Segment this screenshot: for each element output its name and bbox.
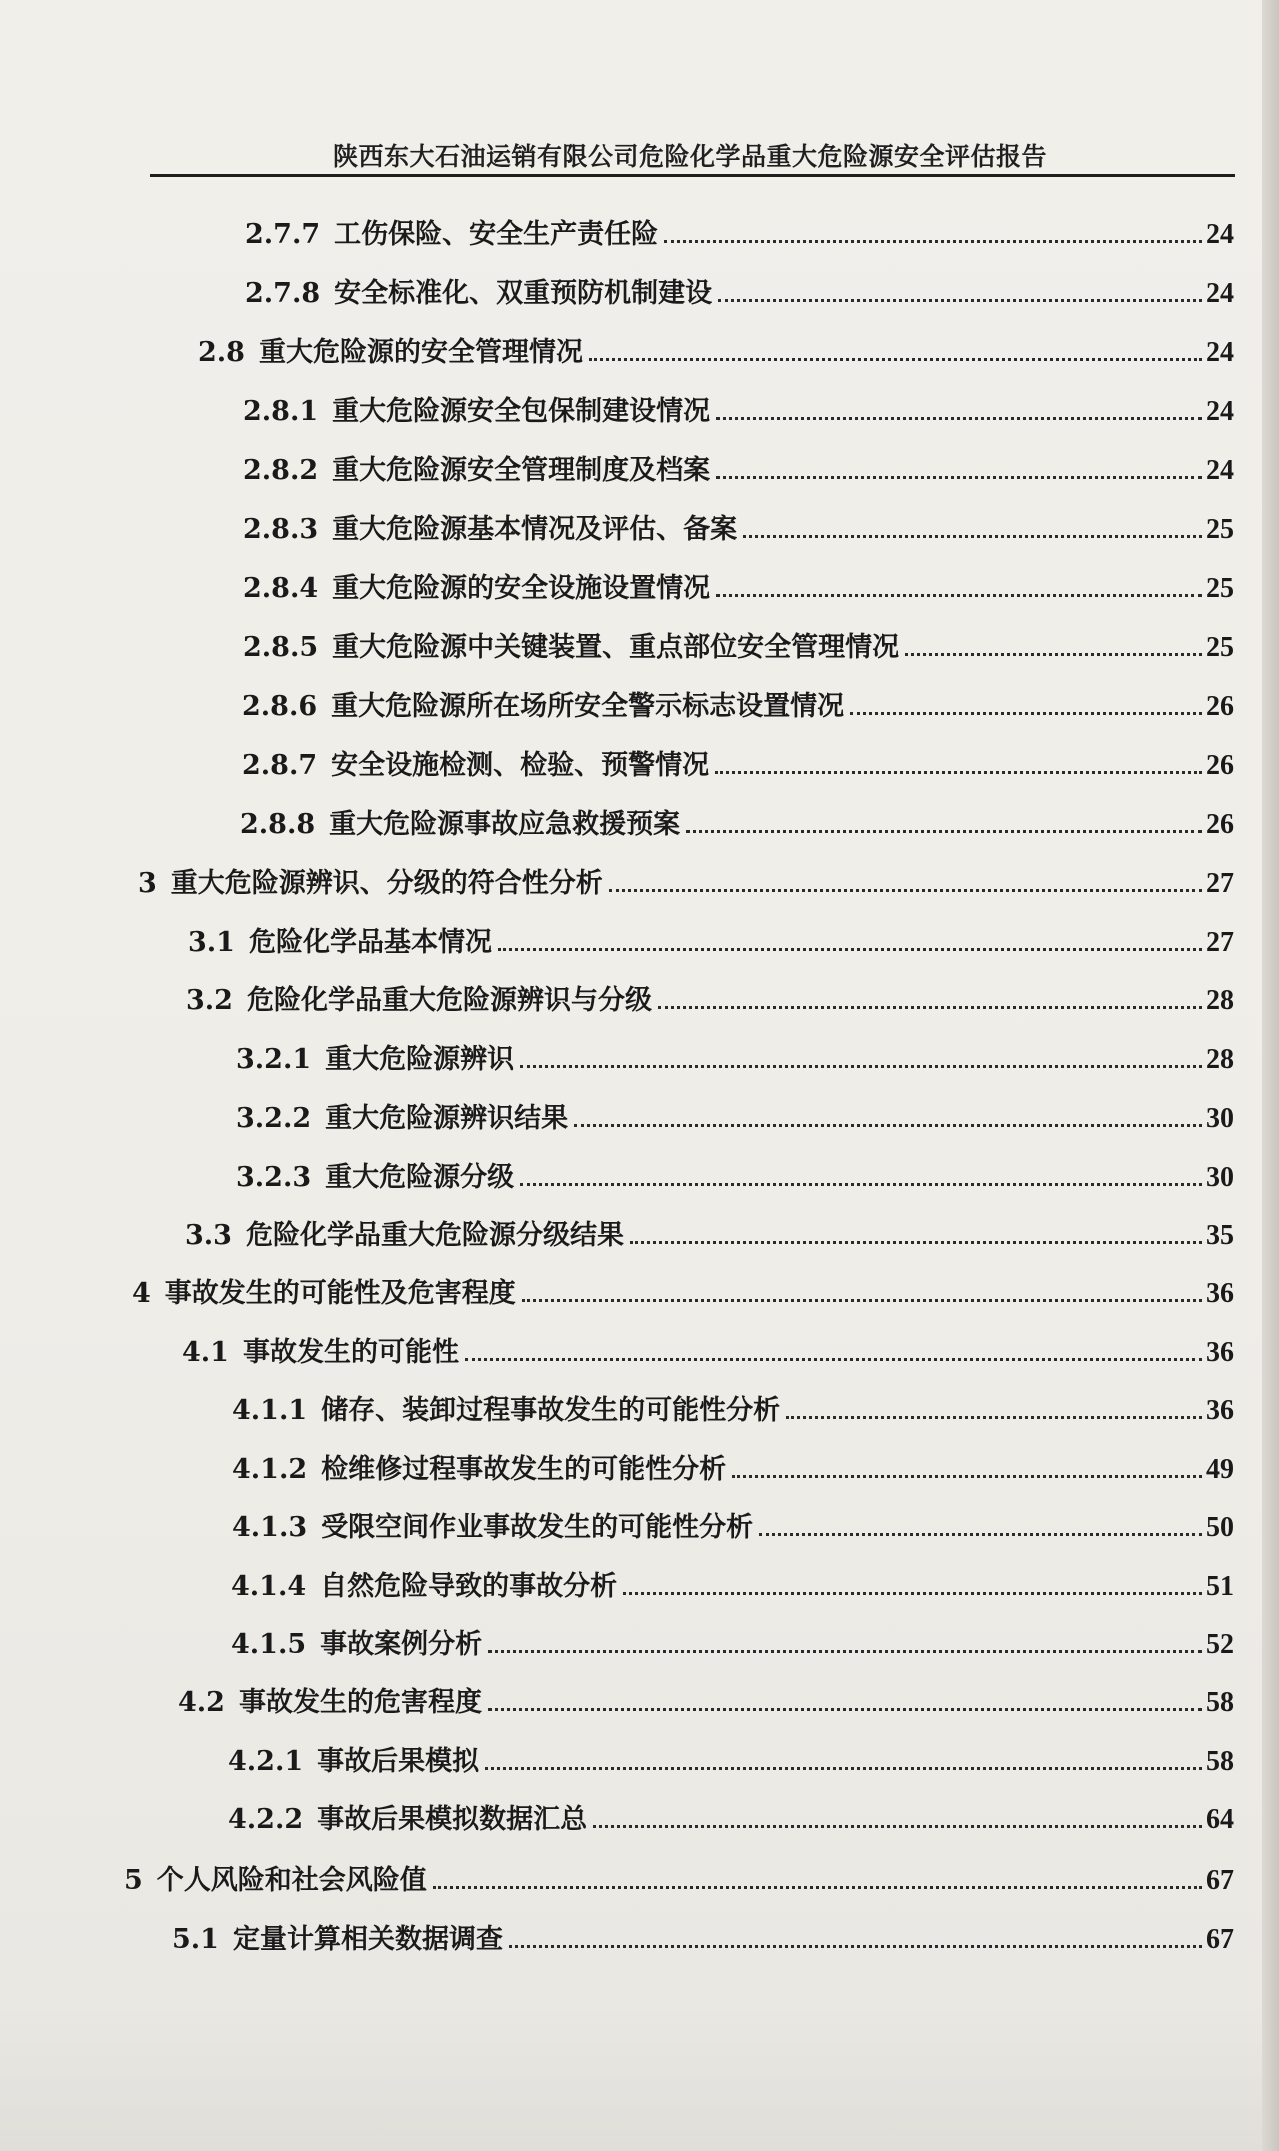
toc-entry-title: 重大危险源所在场所安全警示标志设置情况 bbox=[331, 691, 845, 722]
toc-entry-page: 30 bbox=[1206, 1103, 1234, 1134]
toc-entry-page: 24 bbox=[1206, 396, 1234, 427]
toc-entry-number: 4.2.2 bbox=[228, 1804, 304, 1835]
toc-entry-number: 2.7.7 bbox=[245, 219, 321, 250]
toc-entry-number: 2.8.5 bbox=[243, 632, 319, 663]
toc-entry-number: 3.2.2 bbox=[236, 1103, 312, 1134]
toc-entry-page: 24 bbox=[1206, 219, 1234, 250]
toc-entry-number: 4.1.3 bbox=[232, 1512, 308, 1543]
toc-entry-number: 2.8.3 bbox=[243, 514, 319, 545]
page-edge bbox=[1262, 0, 1279, 2151]
toc-dot-leader bbox=[759, 1533, 1202, 1536]
toc-entry-title: 事故发生的可能性及危害程度 bbox=[164, 1278, 516, 1309]
toc-entry-page: 67 bbox=[1206, 1924, 1234, 1955]
toc-entry-title: 重大危险源基本情况及评估、备案 bbox=[332, 514, 738, 545]
toc-entry-title: 事故发生的危害程度 bbox=[238, 1687, 482, 1718]
toc-entry-title: 重大危险源的安全设施设置情况 bbox=[332, 573, 711, 604]
toc-entry-page: 27 bbox=[1206, 927, 1234, 958]
toc-dot-leader bbox=[485, 1767, 1202, 1770]
toc-dot-leader bbox=[574, 1124, 1202, 1127]
toc-entry[interactable] bbox=[243, 625, 1234, 664]
toc-entry[interactable] bbox=[185, 1213, 1234, 1252]
toc-entry[interactable] bbox=[243, 448, 1234, 487]
toc-dot-leader bbox=[509, 1945, 1202, 1948]
toc-entry-number: 2.7.8 bbox=[245, 278, 321, 309]
toc-entry-title: 事故后果模拟 bbox=[317, 1746, 480, 1777]
toc-entry-page: 30 bbox=[1206, 1162, 1234, 1193]
toc-entry-title: 安全标准化、双重预防机制建设 bbox=[334, 278, 713, 309]
toc-dot-leader bbox=[623, 1592, 1202, 1595]
toc-dot-leader bbox=[716, 476, 1202, 479]
toc-entry-title: 危险化学品重大危险源辨识与分级 bbox=[246, 985, 652, 1016]
toc-entry-title: 安全设施检测、检验、预警情况 bbox=[331, 750, 710, 781]
toc-entry-number: 3.2 bbox=[186, 985, 233, 1016]
toc-entry-page: 52 bbox=[1206, 1629, 1234, 1660]
toc-entry-title: 事故后果模拟数据汇总 bbox=[317, 1804, 588, 1835]
toc-entry-page: 25 bbox=[1206, 573, 1234, 604]
toc-dot-leader bbox=[850, 712, 1202, 715]
toc-entry-title: 重大危险源中关键装置、重点部位安全管理情况 bbox=[332, 632, 900, 663]
toc-entry-page: 24 bbox=[1206, 278, 1234, 309]
toc-entry-title: 自然危险导致的事故分析 bbox=[320, 1571, 618, 1602]
toc-entry-number: 2.8.4 bbox=[243, 573, 319, 604]
toc-entry[interactable] bbox=[124, 1858, 1234, 1897]
toc-entry-title: 受限空间作业事故发生的可能性分析 bbox=[321, 1512, 754, 1543]
toc-entry-title: 重大危险源的安全管理情况 bbox=[258, 337, 583, 368]
toc-entry-number: 4.1.5 bbox=[231, 1629, 307, 1660]
toc-entry[interactable] bbox=[172, 1917, 1234, 1956]
toc-entry[interactable] bbox=[132, 1271, 1234, 1310]
toc-entry[interactable] bbox=[243, 566, 1234, 605]
toc-entry-number: 2.8 bbox=[198, 337, 245, 368]
toc-entry-title: 检维修过程事故发生的可能性分析 bbox=[321, 1454, 727, 1485]
toc-dot-leader bbox=[716, 594, 1202, 597]
toc-entry-title: 储存、装卸过程事故发生的可能性分析 bbox=[321, 1395, 781, 1426]
toc-entry-number: 5.1 bbox=[172, 1924, 219, 1955]
toc-dot-leader bbox=[522, 1299, 1202, 1302]
toc-entry[interactable] bbox=[228, 1797, 1234, 1836]
toc-dot-leader bbox=[715, 771, 1202, 774]
toc-entry-page: 28 bbox=[1206, 985, 1234, 1016]
toc-entry-title: 重大危险源安全包保制建设情况 bbox=[332, 396, 711, 427]
toc-dot-leader bbox=[664, 240, 1202, 243]
toc-entry-number: 4 bbox=[132, 1278, 151, 1309]
toc-dot-leader bbox=[488, 1708, 1202, 1711]
toc-entry-number: 2.8.2 bbox=[243, 455, 319, 486]
toc-entry-number: 2.8.7 bbox=[242, 750, 318, 781]
toc-entry[interactable] bbox=[232, 1388, 1234, 1427]
toc-dot-leader bbox=[593, 1825, 1202, 1828]
toc-dot-leader bbox=[786, 1416, 1202, 1419]
toc-entry-title: 重大危险源事故应急救援预案 bbox=[329, 809, 681, 840]
toc-entry-title: 定量计算相关数据调查 bbox=[232, 1924, 503, 1955]
toc-entry-number: 4.2.1 bbox=[228, 1746, 304, 1777]
toc-entry[interactable] bbox=[198, 330, 1234, 369]
toc-dot-leader bbox=[609, 889, 1202, 892]
toc-entry-number: 3.2.3 bbox=[236, 1162, 312, 1193]
toc-entry[interactable] bbox=[231, 1622, 1234, 1661]
toc-entry-title: 重大危险源分级 bbox=[325, 1162, 515, 1193]
toc-dot-leader bbox=[732, 1475, 1202, 1478]
toc-entry-number: 2.8.8 bbox=[240, 809, 316, 840]
toc-entry-number: 4.1.2 bbox=[232, 1454, 308, 1485]
toc-entry-title: 重大危险源安全管理制度及档案 bbox=[332, 455, 711, 486]
toc-entry-number: 4.2 bbox=[178, 1687, 225, 1718]
toc-entry-title: 危险化学品基本情况 bbox=[248, 927, 492, 958]
toc-entry-page: 27 bbox=[1206, 868, 1234, 899]
toc-dot-leader bbox=[488, 1650, 1202, 1653]
toc-dot-leader bbox=[520, 1183, 1202, 1186]
toc-entry-number: 3.1 bbox=[188, 927, 235, 958]
toc-entry-page: 36 bbox=[1206, 1337, 1234, 1368]
toc-entry[interactable] bbox=[186, 978, 1234, 1017]
toc-entry-number: 2.8.6 bbox=[242, 691, 318, 722]
toc-entry[interactable] bbox=[178, 1680, 1234, 1719]
toc-dot-leader bbox=[686, 830, 1202, 833]
page-shadow bbox=[0, 2000, 1262, 2151]
toc-entry-page: 67 bbox=[1206, 1865, 1234, 1896]
toc-dot-leader bbox=[589, 358, 1202, 361]
toc-entry-page: 49 bbox=[1206, 1454, 1234, 1485]
toc-entry-number: 3 bbox=[138, 868, 157, 899]
toc-entry[interactable] bbox=[236, 1037, 1234, 1076]
toc-entry-page: 36 bbox=[1206, 1395, 1234, 1426]
toc-entry-number: 4.1.1 bbox=[232, 1395, 308, 1426]
toc-entry-page: 50 bbox=[1206, 1512, 1234, 1543]
toc-entry-page: 26 bbox=[1206, 750, 1234, 781]
toc-entry[interactable] bbox=[240, 802, 1234, 841]
toc-entry-page: 58 bbox=[1206, 1746, 1234, 1777]
toc-entry-title: 重大危险源辨识 bbox=[325, 1044, 515, 1075]
toc-entry[interactable] bbox=[232, 1505, 1234, 1544]
toc-dot-leader bbox=[718, 299, 1202, 302]
toc-entry[interactable] bbox=[188, 920, 1234, 959]
toc-entry[interactable] bbox=[243, 389, 1234, 428]
toc-entry[interactable] bbox=[242, 743, 1234, 782]
toc-entry-title: 重大危险源辨识、分级的符合性分析 bbox=[170, 868, 603, 899]
toc-entry-number: 4.1 bbox=[182, 1337, 229, 1368]
toc-dot-leader bbox=[905, 653, 1202, 656]
toc-entry[interactable] bbox=[242, 684, 1234, 723]
toc-entry-title: 重大危险源辨识结果 bbox=[325, 1103, 569, 1134]
toc-entry[interactable] bbox=[228, 1739, 1234, 1778]
toc-entry[interactable] bbox=[243, 507, 1234, 546]
toc-entry-page: 26 bbox=[1206, 691, 1234, 722]
toc-dot-leader bbox=[520, 1065, 1202, 1068]
toc-entry-title: 工伤保险、安全生产责任险 bbox=[334, 219, 659, 250]
toc-dot-leader bbox=[743, 535, 1202, 538]
toc-entry-page: 51 bbox=[1206, 1571, 1234, 1602]
toc-entry-title: 事故案例分析 bbox=[320, 1629, 483, 1660]
toc-entry-page: 64 bbox=[1206, 1804, 1234, 1835]
toc-entry-number: 3.3 bbox=[185, 1220, 232, 1251]
toc-entry[interactable] bbox=[236, 1096, 1234, 1135]
toc-entry-page: 25 bbox=[1206, 514, 1234, 545]
toc-entry-page: 58 bbox=[1206, 1687, 1234, 1718]
toc-entry[interactable] bbox=[231, 1564, 1234, 1603]
toc-entry-page: 24 bbox=[1206, 337, 1234, 368]
toc-dot-leader bbox=[658, 1006, 1202, 1009]
toc-entry-number: 2.8.1 bbox=[243, 396, 319, 427]
toc-dot-leader bbox=[498, 948, 1202, 951]
toc-entry-number: 3.2.1 bbox=[236, 1044, 312, 1075]
toc-entry-title: 个人风险和社会风险值 bbox=[156, 1865, 427, 1896]
toc-entry-page: 24 bbox=[1206, 455, 1234, 486]
toc-entry-page: 28 bbox=[1206, 1044, 1234, 1075]
toc-entry-page: 36 bbox=[1206, 1278, 1234, 1309]
toc-entry-title: 事故发生的可能性 bbox=[242, 1337, 459, 1368]
toc-dot-leader bbox=[716, 417, 1202, 420]
toc-entry-page: 35 bbox=[1206, 1220, 1234, 1251]
toc-dot-leader bbox=[630, 1241, 1202, 1244]
toc-entry[interactable] bbox=[236, 1155, 1234, 1194]
page-header-title: 陕西东大石油运销有限公司危险化学品重大危险源安全评估报告 bbox=[332, 142, 1047, 171]
toc-entry-page: 25 bbox=[1206, 632, 1234, 663]
toc-entry[interactable] bbox=[245, 271, 1234, 310]
toc-entry[interactable] bbox=[232, 1447, 1234, 1486]
toc-entry[interactable] bbox=[182, 1330, 1234, 1369]
toc-entry-number: 5 bbox=[124, 1865, 143, 1896]
toc-entry-number: 4.1.4 bbox=[231, 1571, 307, 1602]
toc-entry[interactable] bbox=[245, 212, 1234, 251]
toc-dot-leader bbox=[465, 1358, 1202, 1361]
toc-dot-leader bbox=[433, 1886, 1202, 1889]
toc-entry-page: 26 bbox=[1206, 809, 1234, 840]
toc-entry[interactable] bbox=[138, 861, 1234, 900]
toc-entry-title: 危险化学品重大危险源分级结果 bbox=[245, 1220, 624, 1251]
